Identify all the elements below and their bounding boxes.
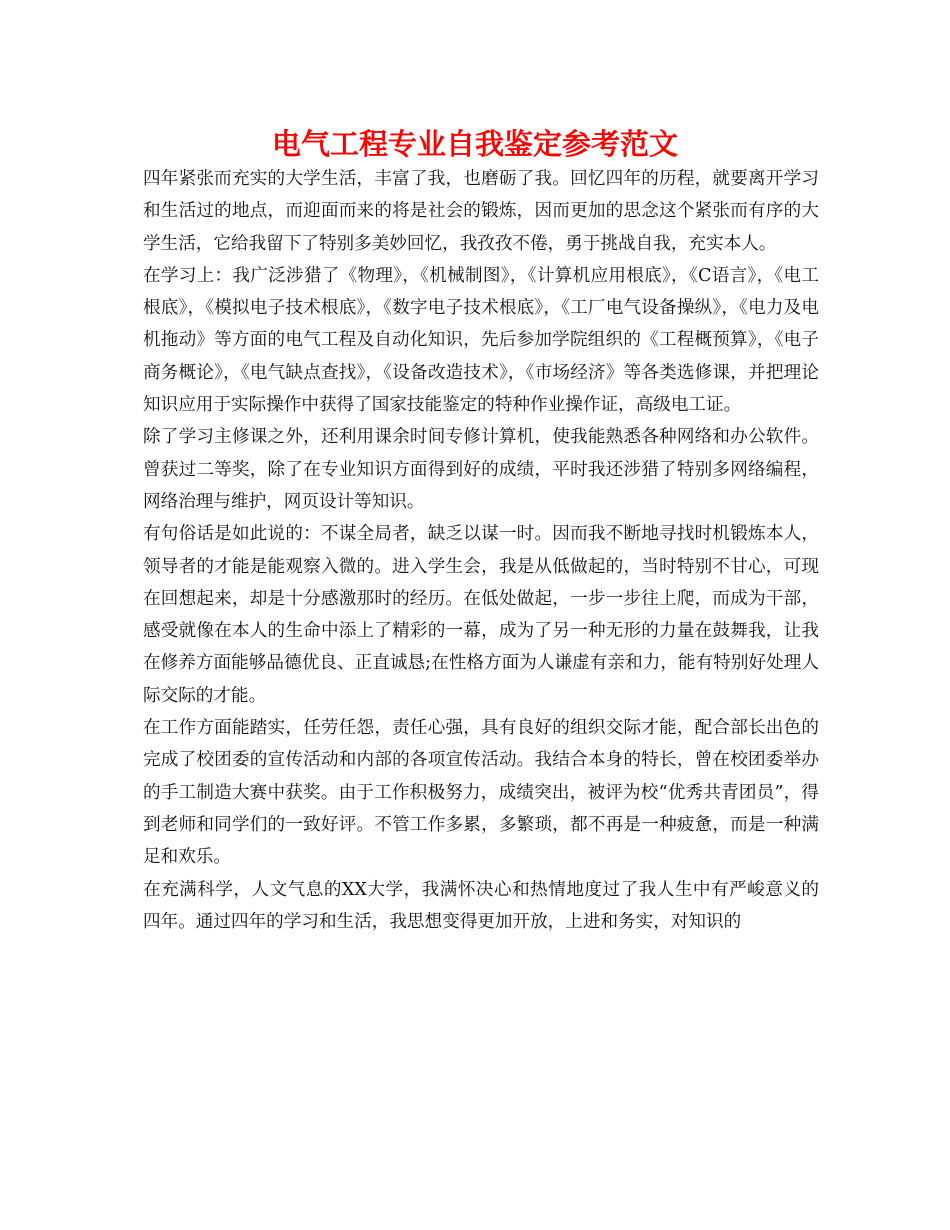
document-title: 电气工程专业自我鉴定参考范文 [271, 127, 678, 161]
paragraph-intro: 四年紧张而充实的大学生活，丰富了我，也磨砺了我。回忆四年的历程，就要离开学习和生活过的地点，而迎面而来的将是社会的锻炼，因而更加的思念这个紧张而有序的大学生活，它给我留下了特别多美妙回忆，我孜孜不倦，勇于挑战自我，充实本人。 [143, 169, 819, 254]
paragraph-student-union: 有句俗话是如此说的：不谋全局者，缺乏以谋一时。因而我不断地寻找时机锻炼本人，领导者的才能是能观察入微的。进入学生会，我是从低做起的，当时特别不甘心，可现在回想起来，却是十分感激那时的经历。在低处做起，一步一步往上爬，而成为干部，感受就像在本人的生命中添上了精彩的一幕，成为了另一种无形的力量在鼓舞我，让我在修养方面能够品德优良、正直诚恳;在性格方面为人谦虚有亲和力，能有特别好处理人际交际的才能。 [143, 524, 819, 706]
paragraph-university: 在充满科学，人文气息的XX大学，我满怀决心和热情地度过了我人生中有严峻意义的四年。通过四年的学习和生活，我思想变得更加开放，上进和务实，对知识的 [143, 879, 819, 932]
paragraph-computer: 除了学习主修课之外，还利用课余时间专修计算机，使我能熟悉各种网络和办公软件。曾获过二等奖，除了在专业知识方面得到好的成绩，平时我还涉猎了特别多网络编程，网络治理与维护，网页设计等知识。 [143, 427, 819, 512]
document-body [143, 163, 819, 938]
paragraph-work: 在工作方面能踏实，任劳任怨，责任心强，具有良好的组织交际才能，配合部长出色的完成了校团委的宣传活动和内部的各项宣传活动。我结合本身的特长，曾在校团委举办的手工制造大赛中获奖。由于工作积极努力，成绩突出，被评为校“优秀共青团员”，得到老师和同学们的一致好评。不管工作多累，多繁琐，都不再是一种疲惫，而是一种满足和欢乐。 [143, 718, 819, 868]
paragraph-study: 在学习上：我广泛涉猎了《物理》，《机械制图》，《计算机应用根底》，《C语言》，《电工根底》，《模拟电子技术根底》，《数字电子技术根底》，《工厂电气设备操纵》，《电力及电机拖动》等方面的电气工程及自动化知识，先后参加学院组织的《工程概预算》，《电子商务概论》，《电气缺点查找》，《设备改造技术》，《市场经济》等各类选修课，并把理论知识应用于实际操作中获得了国家技能鉴定的特种作业操作证，高级电工证。 [143, 265, 819, 416]
